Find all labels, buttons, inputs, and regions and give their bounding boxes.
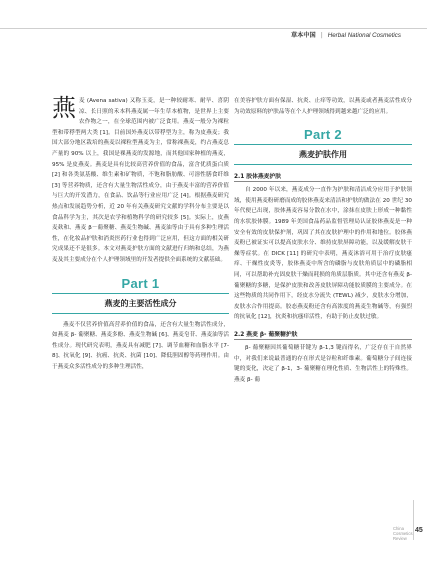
dropcap: 燕: [52, 94, 77, 122]
section-2-1-paragraph: 自 2000 年以来，燕麦成分一直作为护肤和清洁成分应用于护肤领域，使用燕麦粉研磨而成的胶体燕麦来清洁和护肤的做法在 20 世纪 30 年代便已出现，胶体燕麦容易分散在水中，涂抹在皮肤上形成一种黏性的水状胶体膜。1989 年美国食品药品监督管理局认证胶体燕麦是一种安全有效的皮肤保护剂，巩固了其在皮肤护理中的作用和地位。胶体燕麦粉已被证实可以提高皮肤水分、维持皮肤屏障功能，以及缓解皮肤干燥等症状。在 DICK [11] 的研究中表明，燕麦沐浴可用于治疗皮肤瘙痒、干燥性皮炎等，胶体燕麦中所含的磷脂与皮肤角质层中的磷脂相同，可以帮助补充固皮肤干燥而耗损的角质层脂质。其中还含有燕麦 β- 葡聚糖的多糖，是保护皮肤和改善皮肤屏障功能胶质膜的主要成分。在这些物质的共同作用下，经皮水分流失 (TEWL) 减少，皮肤水分增加，皮肤水合作用提高。胶态燕麦粉还含有高浓度的燕麦生物碱等，有强烈的抗氧化 [12]，抗炎和抗瘙痒活性，有助于防止皮肤过敏。: [234, 187, 412, 321]
right-column: [234, 96, 412, 385]
intro-text: 麦 (Avena sativa) 又称玉麦，是一种较耐寒、耐旱、喜阴凉、长日照的禾本科燕麦属一年生草本植物，是世界上主要农作物之一，在全球范围内被广泛食用。燕麦一般分为裸粒型和带稃型两大类 [1]。目前国外燕麦以带稃型为主，称为皮燕麦；我国大部分地区栽培的燕麦以裸粒型燕麦为主，常称裸燕麦，约占燕麦总产量的 90% 以上，我国是裸燕麦的发源地，而其他国家种植的燕麦，95% 是皮燕麦。燕麦是具有比较高营养价值的食品，富含优质蛋白质 [2] 和各类氨基酸、维生素和矿物质，不饱和脂肪酸、可溶性膳食纤维 [3] 等营养物质，还含有大量生物活性成分，由于燕麦丰富的营养价值与巨大的开发潜力，在食品、饮品等行业应用广泛 [4]。根据燕麦研究热点和发展趋势分析，近 20 年有关燕麦研究文献的学科分布主要是以食品科学为主，其次是农学和植物科学的研究较多 [5]。实际上，皮燕麦麸和、燕麦 β－葡聚糖、燕麦生物碱、燕麦油等由于具有多种生理活性，在化妆品护肤和消炎医药行业也得到广泛应用，但这方面的相关研究成果还不是很多。本文对燕麦护肤方面的文献进行归纳和总结，为燕麦及其主要成分在个人护理领域里的开发者提供全面系统的文献基础。: [52, 98, 229, 263]
journal-title-zh: 草本中国: [290, 32, 316, 39]
part1-paragraph: 燕麦不仅营养价值高营养价值的食品，还含有大量生物活性成分，如燕麦 β- 葡聚糖、燕麦多酚、燕麦生物碱 [6]、燕麦皂苷、燕麦油等活性成分。现代研究表明，燕麦具有减肥 [7]、调节血糖和血脂水平 [7-8]、抗氧化 [9]、抗癌、抗炎、抗菌 [10]、降低胆固醇等药理作用。由于燕麦众多活性成分的多种生理活性，: [52, 321, 229, 370]
section-2-2-heading: 2.2 燕麦 β- 葡聚糖护肤: [234, 329, 412, 340]
journal-title-en: Herbal National Cosmetics: [327, 32, 401, 39]
page-number: 45: [415, 527, 423, 534]
right-top-paragraph: 在美容护肤方面有保湿、抗炎、止痒等功效，以燕麦或者燕麦活性成分为功效原料的护肤品等在个人护理领域得到越来越广泛的应用。: [234, 98, 412, 115]
part1-label: Part 1: [121, 275, 160, 291]
footer-brand-line1: China: [393, 526, 404, 531]
left-column: [52, 96, 229, 372]
part1-heading: [52, 276, 229, 314]
footer-brand-line2: Cosmetics: [393, 531, 413, 536]
part2-heading: [234, 127, 412, 165]
footer-brand-line3: Review: [393, 536, 407, 541]
header-separator: |: [320, 32, 323, 39]
section-2-1-heading: 2.1 胶体燕麦护肤: [234, 171, 412, 182]
part1-title: 燕麦的主要活性成分: [52, 293, 229, 314]
intro-paragraph: [52, 96, 229, 266]
part2-title: 燕麦护肤作用: [234, 144, 412, 165]
part2-label: Part 2: [304, 127, 342, 143]
section-2-2-paragraph: β- 葡聚糖因其葡萄糖苷键为 β-1,3 键而得名，广泛存在于自然界中，对我们来说最普通的存在形式是谷粒和纤维素。葡萄糖分子间连接键的变化，决定了 β-1，3- 葡聚糖在理化性质、生物活性上的特殊性。燕麦 β- 葡: [234, 344, 412, 383]
intro-block: [52, 96, 229, 266]
header-rule: [0, 28, 427, 29]
running-header: [291, 30, 401, 39]
